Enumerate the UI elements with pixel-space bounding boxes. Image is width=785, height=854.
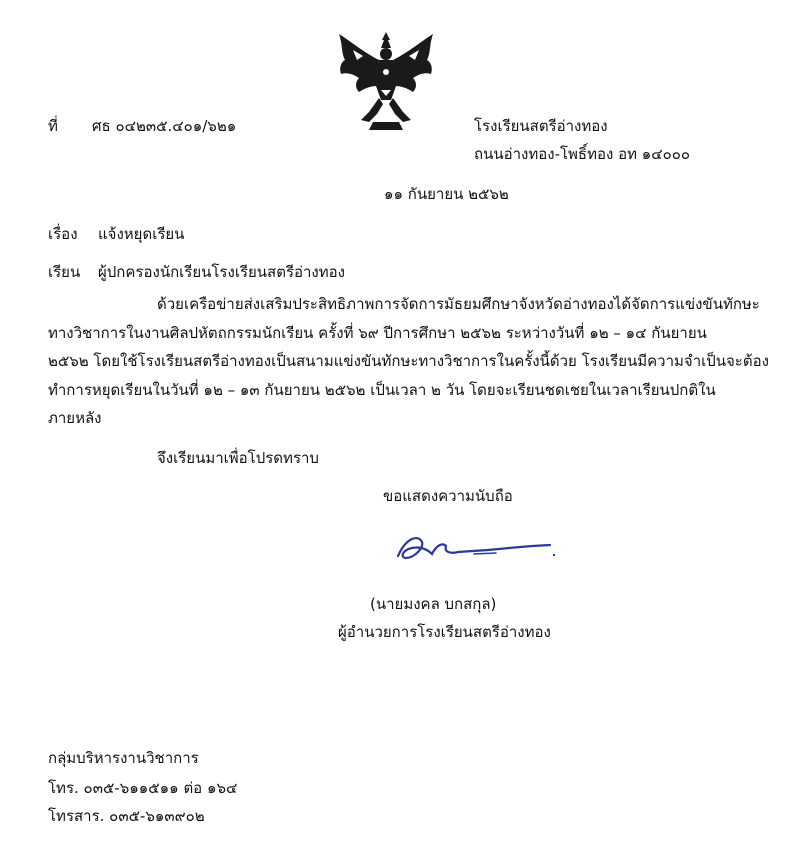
body-line: ภายหลัง [48,409,102,427]
footer-fax: โทรสาร. ๐๓๕-๖๑๓๙๐๒ [48,807,205,825]
signer-name: (นายมงคล บกสกุล) [370,595,497,613]
subject-label: เรื่อง [48,225,78,243]
body-line: ด้วยเครือข่ายส่งเสริมประสิทธิภาพการจัดการมัธยมศึกษาจังหวัดอ่างทองได้จัดการแข่งขันทักษะ [157,295,760,313]
recipient-label: เรียน [48,263,81,281]
doc-number-value: ศธ ๐๔๒๓๕.๔๐๑/๖๒๑ [92,117,237,135]
footer-phone: โทร. ๐๓๕-๖๑๑๕๑๑ ต่อ ๑๖๔ [48,779,238,797]
signer-title: ผู้อำนวยการโรงเรียนสตรีอ่างทอง [338,623,551,641]
regards-line: ขอแสดงความนับถือ [383,487,513,505]
body-line: ทางวิชาการในงานศิลปหัตถกรรมนักเรียน ครั้งที่ ๖๙ ปีการศึกษา ๒๕๖๒ ระหว่างวันที่ ๑๒ – ๑๔ กันยายน [48,324,707,342]
subject-value: แจ้งหยุดเรียน [98,225,185,243]
body-line: ๒๕๖๒ โดยใช้โรงเรียนสตรีอ่างทองเป็นสนามแข่งขันทักษะทางวิชาการในครั้งนี้ด้วย โรงเรียนมีความจำเป็นจะต้อง [48,352,769,370]
closing-line: จึงเรียนมาเพื่อโปรดทราบ [157,449,319,467]
recipient-value: ผู้ปกครองนักเรียนโรงเรียนสตรีอ่างทอง [98,263,345,281]
footer-department: กลุ่มบริหารงานวิชาการ [48,749,199,767]
doc-number-label: ที่ [48,117,58,135]
school-address: ถนนอ่างทอง-โพธิ์ทอง อท ๑๔๐๐๐ [474,145,691,163]
body-line: ทำการหยุดเรียนในวันที่ ๑๒ – ๑๓ กันยายน ๒๕๖๒ เป็นเวลา ๒ วัน โดยจะเรียนชดเชยในเวลาเรียนปกติใน [48,381,716,399]
signature-icon [388,528,558,568]
garuda-emblem-icon [333,30,439,136]
letter-date: ๑๑ กันยายน ๒๕๖๒ [384,185,509,203]
school-name: โรงเรียนสตรีอ่างทอง [474,117,608,135]
